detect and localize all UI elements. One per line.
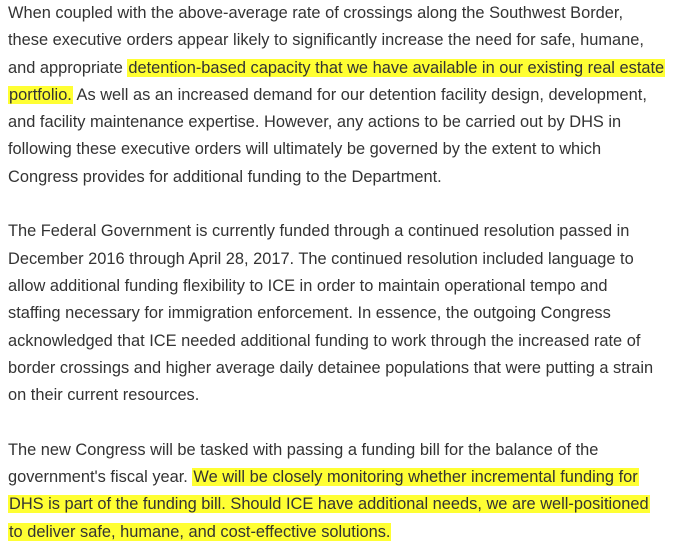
text-run: staffing necessary for immigration enforcement. In essence, the outgoing Congress [8,304,611,323]
text-run: The Federal Government is currently funded through a continued resolution passed in [8,222,630,241]
text-run: December 2016 through April 28, 2017. The continued resolution included language to [8,249,634,268]
text-line [8,218,698,245]
text-run: border crossings and higher average daily detainee populations that were putting a strain [8,358,654,377]
text-line [8,246,698,273]
text-run: on their current resources. [8,386,200,405]
highlighted-text: detention-based capacity that we have available in our existing real estate [128,58,665,77]
highlighted-text: portfolio. [9,85,72,104]
text-run: The new Congress will be tasked with passing a funding bill for the balance of the [8,440,599,459]
text-run: Congress provides for additional funding to the Department. [8,167,442,186]
text-line [8,519,698,546]
text-run: and appropriate [8,58,128,77]
paragraph-executive-orders [8,0,698,191]
text-line [8,300,698,327]
highlighted-text: to deliver safe, humane, and cost-effective solutions. [9,522,391,541]
highlighted-text: DHS is part of the funding bill. Should ICE have additional needs, we are well-positioned [9,495,649,514]
paragraph-federal-funding [8,218,698,409]
text-line [8,109,698,136]
text-line [8,55,698,82]
text-line [8,491,698,518]
text-run: government's fiscal year. [8,468,193,487]
text-run: these executive orders appear likely to significantly increase the need for safe, humane, [8,31,644,50]
text-run: As well as an increased demand for our detention facility design, development, [72,85,647,104]
text-line [8,164,698,191]
text-line [8,464,698,491]
text-line [8,437,698,464]
highlighted-text: We will be closely monitoring whether incremental funding for [193,468,638,487]
text-line [8,82,698,109]
document-body [8,0,698,546]
text-line [8,328,698,355]
text-line [8,355,698,382]
text-run: acknowledged that ICE needed additional funding to work through the increased rate of [8,331,641,350]
text-line [8,273,698,300]
text-run: following these executive orders will ultimately be governed by the extent to which [8,140,602,159]
text-run: and facility maintenance expertise. However, any actions to be carried out by DHS in [8,113,622,132]
text-line [8,27,698,54]
text-line [8,136,698,163]
text-run: allow additional funding flexibility to ICE in order to maintain operational tempo and [8,276,608,295]
text-line [8,382,698,409]
paragraph-new-congress [8,437,698,546]
text-line [8,0,698,27]
text-run: When coupled with the above-average rate of crossings along the Southwest Border, [8,4,624,22]
